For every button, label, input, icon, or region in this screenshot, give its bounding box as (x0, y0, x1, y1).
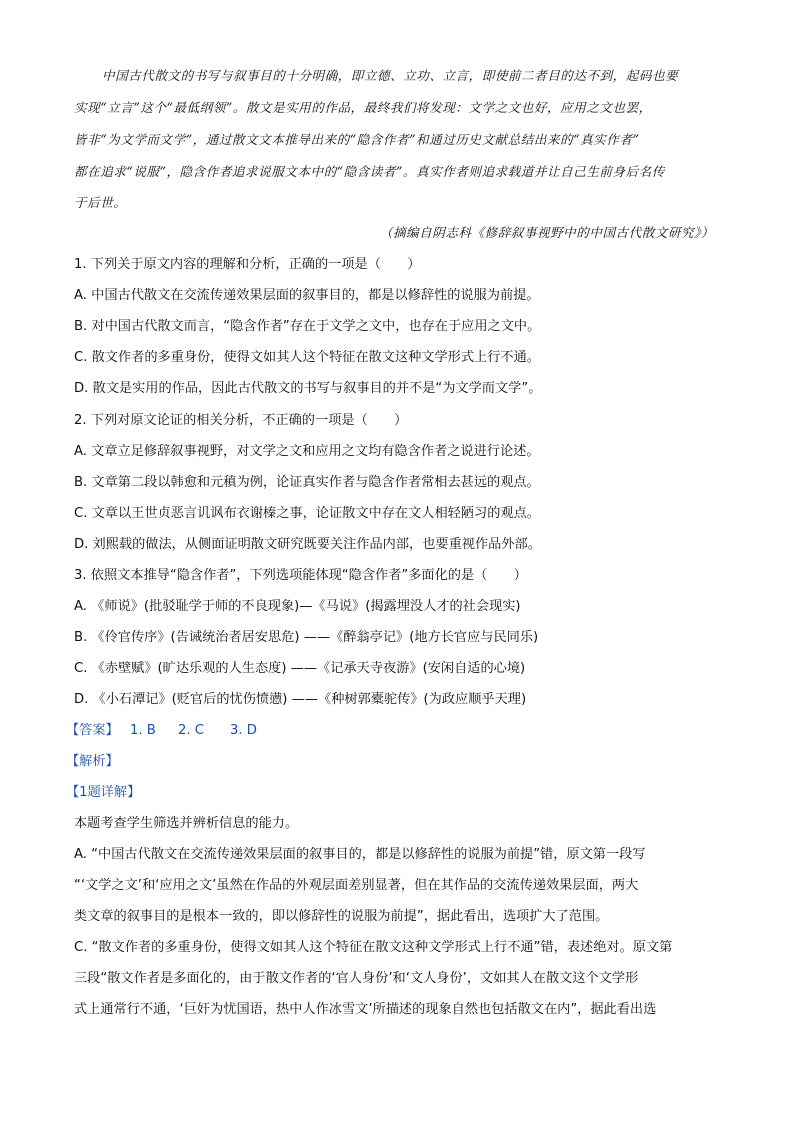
analysis-line: A. “中国古代散文在交流传递效果层面的叙事目的，都是以修辞性的说服为前提”错，原文第一段写 (74, 847, 646, 862)
question-option: A. 文章立足修辞叙事视野，对文学之文和应用之文均有隐含作者之说进行论述。 (74, 444, 540, 459)
question-option: D. 散文是实用的作品，因此古代散文的书写与叙事目的并不是“为文学而文学”。 (74, 381, 542, 396)
analysis-line: C. “散文作者的多重身份，使得文如其人这个特征在散文这种文学形式上行不通”错，表述绝对。原文第 (74, 940, 673, 955)
passage-line: 都在追求“说服”，隐含作者追求说服文本中的“隐含读者”。真实作者则追求载道并让自己生前身后名传 (74, 164, 665, 179)
analysis-line: 本题考查学生筛选并辨析信息的能力。 (74, 816, 299, 831)
question-stem: 2. 下列对原文论证的相关分析，不正确的一项是（ ） (74, 413, 408, 428)
analysis-line: 类文章的叙事目的是根本一致的，即以修辞性的说服为前提”，据此看出，选项扩大了范围。 (74, 909, 609, 924)
analysis-line: 式上通常行不通，‘巨奸为忧国语，热中人作冰雪文’所描述的现象自然也包括散文在内”，据此看出选 (74, 1002, 657, 1017)
passage-line: 于后世。 (74, 195, 127, 210)
passage-line: 皆非“为文学而文学”，通过散文文本推导出来的“隐含作者”和通过历史文献总结出来的“真实作者” (74, 132, 640, 147)
analysis-line: 三段“散文作者是多面化的，由于散文作者的‘官人身份’和‘文人身份’，文如其人在散文这个文学形 (74, 971, 639, 986)
question-option: B. 文章第二段以韩愈和元稹为例，论证真实作者与隐含作者常相去甚远的观点。 (74, 475, 540, 490)
question-option: D. 《小石潭记》(贬官后的忧伤愤懑) ——《种树郭橐驼传》(为政应顺乎天理) (74, 692, 527, 707)
question-option: D. 刘熙载的做法，从侧面证明散文研究既要关注作品内部，也要重视作品外部。 (74, 537, 541, 552)
question-option: B. 对中国古代散文而言，“隐含作者”存在于文学之文中，也存在于应用之文中。 (74, 319, 541, 334)
answer-label: 【答案】 (66, 723, 119, 738)
answer-item: 1. B (130, 723, 156, 738)
question-option: C. 文章以王世贞恶言讥讽布衣谢榛之事，论证散文中存在文人相轻陋习的观点。 (74, 506, 540, 521)
source-citation: （摘编自阴志科《修辞叙事视野中的中国古代散文研究》） (379, 225, 714, 240)
question-stem: 1. 下列关于原文内容的理解和分析，正确的一项是（ ） (74, 257, 421, 272)
analysis-label: 【解析】 (66, 754, 119, 769)
answer-item: 2. C (178, 723, 204, 738)
question-stem: 3. 依照文本推导“隐含作者”，下列选项能体现“隐含作者”多面化的是（ ） (74, 568, 527, 583)
answer-item: 3. D (230, 723, 257, 738)
detail-label: 【1题详解】 (66, 785, 141, 800)
question-option: A. 中国古代散文在交流传递效果层面的叙事目的，都是以修辞性的说服为前提。 (74, 288, 540, 303)
question-option: B. 《伶官传序》(告诫统治者居安思危) ——《醉翁亭记》(地方长官应与民同乐) (74, 630, 539, 645)
question-option: A. 《师说》(批驳耻学于师的不良现象)—《马说》(揭露埋没人才的社会现实) (74, 599, 521, 614)
analysis-line: “‘文学之文’和‘应用之文’虽然在作品的外观层面差别显著，但在其作品的交流传递效果层面，两大 (74, 878, 639, 893)
passage-line: 中国古代散文的书写与叙事目的十分明确，即立德、立功、立言，即使前二者目的达不到，起码也要 (102, 68, 679, 83)
passage-line: 实现“立言”这个“最低纲领”。散文是实用的作品，最终我们将发现：文学之文也好，应用之文也罢， (74, 100, 652, 115)
question-option: C. 《赤壁赋》(旷达乐观的人生态度) ——《记承天寺夜游》(安闲自适的心境) (74, 661, 526, 676)
question-option: C. 散文作者的多重身份，使得文如其人这个特征在散文这种文学形式上行不通。 (74, 350, 540, 365)
